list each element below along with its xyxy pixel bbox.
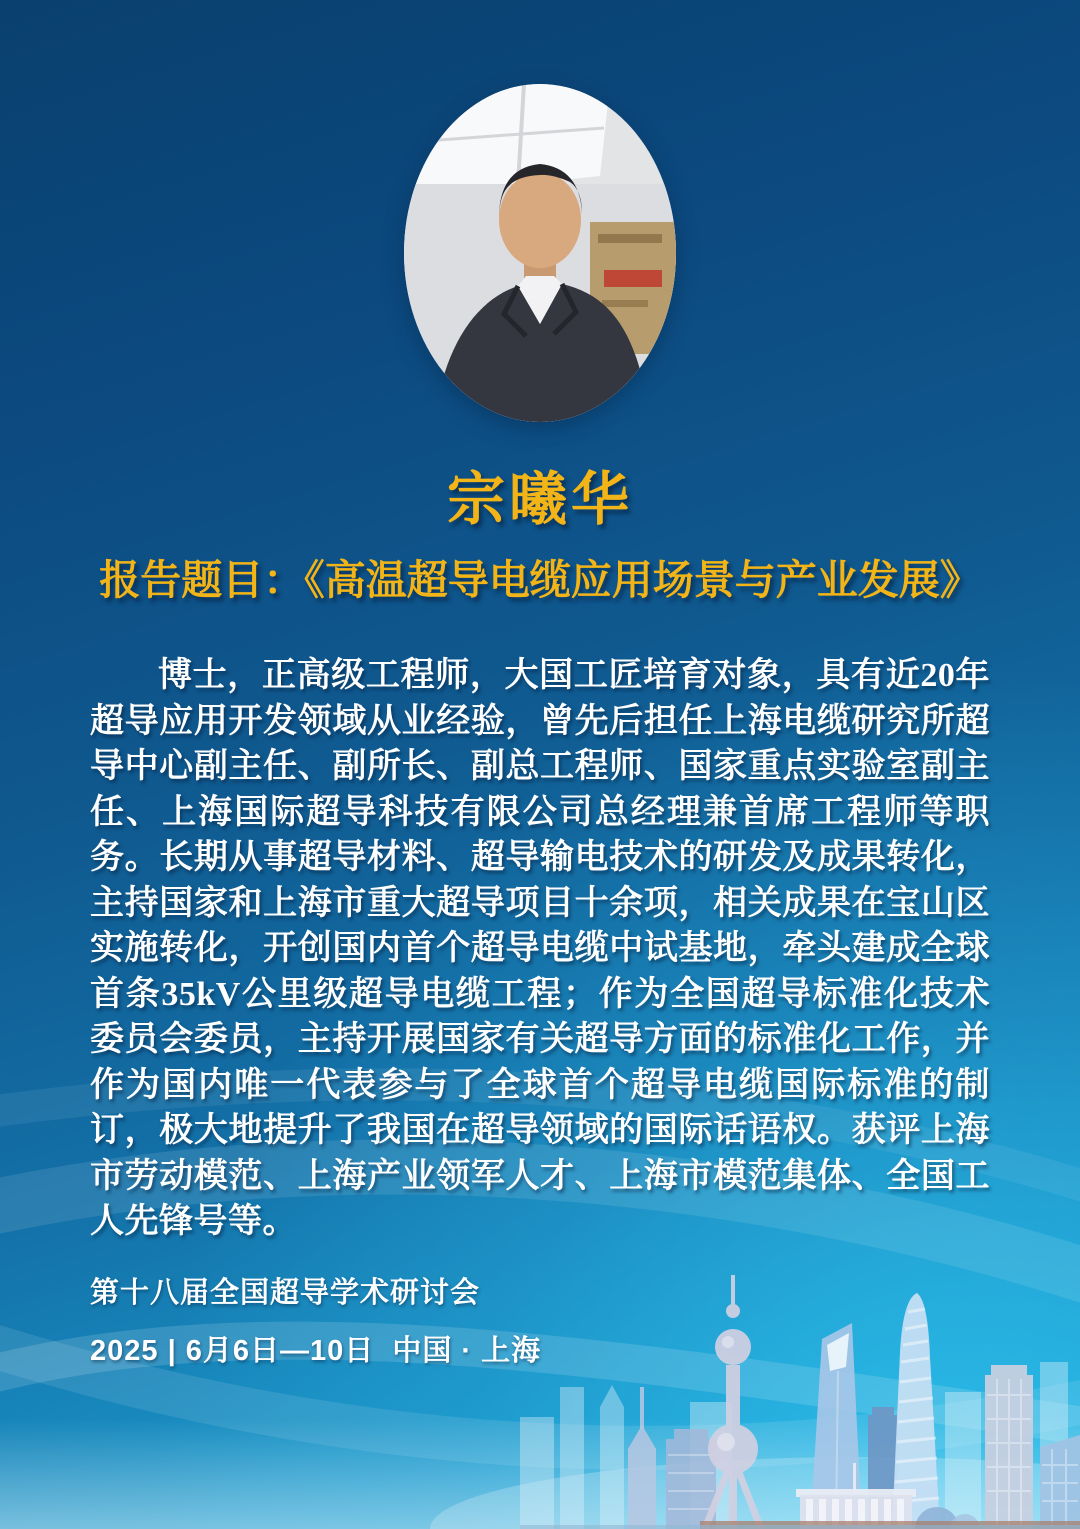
speaker-biography: 博士，正高级工程师，大国工匠培育对象，具有近20年超导应用开发领域从业经验，曾先后担任上海电缆研究所超导中心副主任、副所长、副总工程师、国家重点实验室副主任、上海国际超导科技有限公司总经理兼首席工程师等职务。长期从事超导材料、超导输电技术的研发及成果转化，主持国家和上海市重大超导项目十余项，相关成果在宝山区实施转化，开创国内首个超导电缆中试基地，牵头建成全球首条35kV公里级超导电缆工程；作为全国超导标准化技术委员会委员，主持开展国家有关超导方面的标准化工作，并作为国内唯一代表参与了全球首个超导电缆国际标准的制订，极大地提升了我国在超导领域的国际话语权。获评上海市劳动模范、上海产业领军人才、上海市模范集体、全国工人先锋号等。 bbox=[90, 657, 990, 1240]
conference-date-location: 2025 | 6月6日—10日 中国 · 上海 bbox=[90, 1335, 542, 1367]
portrait-photo-graphic bbox=[404, 84, 676, 422]
conference-name: 第十八届全国超导学术研讨会 bbox=[90, 1277, 481, 1309]
poster-footer bbox=[90, 1270, 541, 1369]
horizon-glow bbox=[0, 1419, 1080, 1529]
speaker-name: 宗曦华 bbox=[446, 467, 633, 532]
report-title: 报告题目：《高温超导电缆应用场景与产业发展》 bbox=[99, 557, 981, 603]
speaker-portrait-photo bbox=[404, 84, 676, 422]
